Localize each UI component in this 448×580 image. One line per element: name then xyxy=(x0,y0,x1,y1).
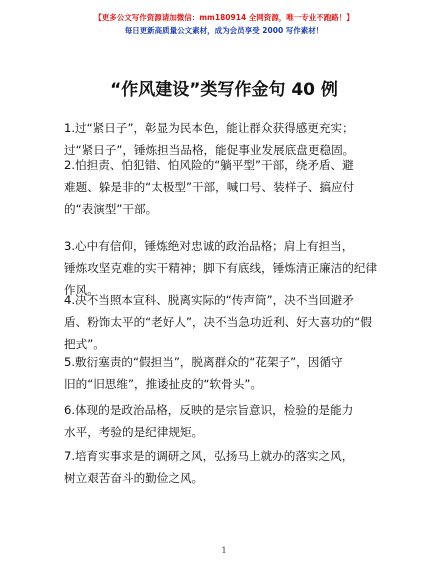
paragraph-line: 的“表演型”干部。 xyxy=(64,202,158,216)
paragraph-line: 7.培育实事求是的调研之风，弘扬马上就办的落实之风， xyxy=(64,449,354,463)
paragraph-7 xyxy=(64,445,389,489)
paragraph-line: 6.体现的是政治品格，反映的是宗旨意识，检验的是能力 xyxy=(64,403,354,417)
paragraph-line: 过“紧日子”，锤炼担当品格，能促事业发展底盘更稳固。 xyxy=(64,143,355,157)
page-number: 1 xyxy=(221,546,227,555)
paragraph-line: 水平，考验的是纪律规矩。 xyxy=(64,425,204,439)
paragraph-line: 5.敷衍塞责的“假担当”，脱离群众的“花架子”，因循守 xyxy=(64,355,343,369)
paragraph-line: 难题、躲是非的“太极型”干部，喊口号、装样子、搞应付 xyxy=(64,180,355,194)
paragraph-line: 1.过“紧日子”，彰显为民本色，能让群众获得感更充实； xyxy=(64,121,354,135)
paragraph-2 xyxy=(64,154,389,220)
promo-banner-line2: 每日更新高质量公文素材，成为会员享受 2000 写作素材！ xyxy=(124,26,324,35)
paragraph-line: 把式”。 xyxy=(64,337,105,351)
promo-banner-line1: 【更多公文写作资源请加微信：mm180914 全网资源，唯一专业不跑路！】 xyxy=(94,13,354,22)
paragraph-line: 盾、粉饰太平的“老好人”，决不当急功近利、好大喜功的“假 xyxy=(64,315,372,329)
paragraph-6 xyxy=(64,399,389,443)
paragraph-line: 树立艰苦奋斗的勤俭之风。 xyxy=(64,471,204,485)
paragraph-line: 旧的“旧思维”，推诿扯皮的“软骨头”。 xyxy=(64,377,262,391)
document-title: “作风建设”类写作金句 40 例 xyxy=(110,80,338,100)
paragraph-line: 锤炼攻坚克难的实干精神；脚下有底线，锤炼清正廉洁的纪律 xyxy=(64,261,378,275)
paragraph-line: 作风。 xyxy=(64,283,99,297)
paragraph-line: 4.决不当照本宣科、脱离实际的“传声筒”，决不当回避矛 xyxy=(64,293,354,307)
paragraph-line: 3.心中有信仰，锤炼绝对忠诚的政治品格；肩上有担当， xyxy=(64,239,354,253)
paragraph-line: 2.怕担责、怕犯错、怕风险的“躺平型”干部，绕矛盾、避 xyxy=(64,158,354,172)
paragraph-4 xyxy=(64,289,389,355)
paragraph-5 xyxy=(64,351,389,395)
